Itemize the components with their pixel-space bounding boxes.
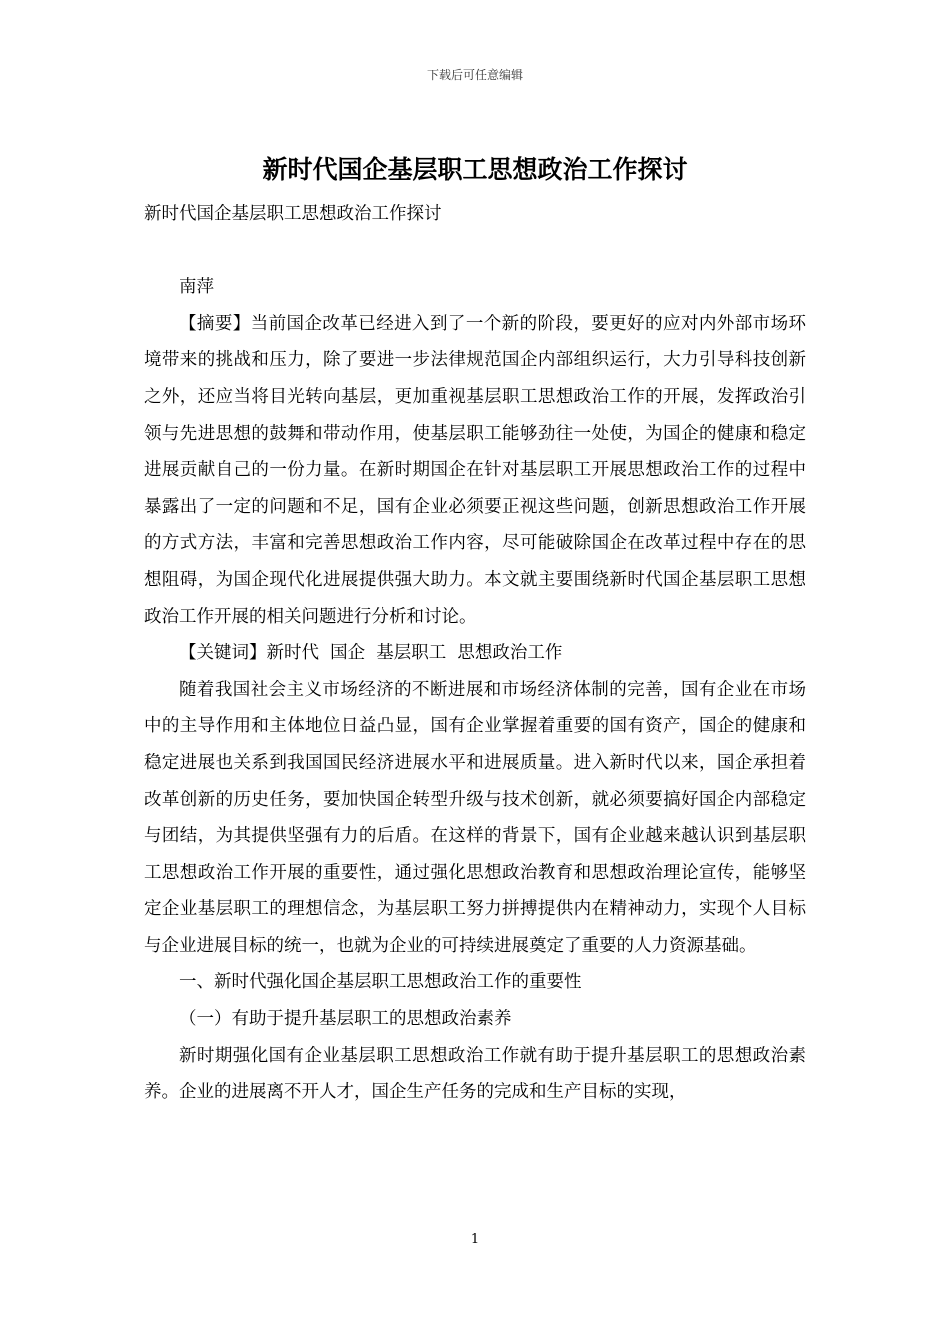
- page-number: 1: [470, 1232, 480, 1247]
- subtitle: 新时代国企基层职工思想政治工作探讨: [144, 204, 442, 224]
- header-note: 下载后可任意编辑: [426, 68, 523, 82]
- subsection-paragraph: 新时期强化国有企业基层职工思想政治工作就有助于提升基层职工的思想政治素养。企业的进展离不开人才，国企生产任务的完成和生产目标的实现，: [144, 1045, 806, 1103]
- blank-line: [144, 233, 806, 270]
- section-heading: 一、新时代强化国企基层职工思想政治工作的重要性: [179, 972, 582, 993]
- document-body: [144, 196, 806, 1111]
- document-title: 新时代国企基层职工思想政治工作探讨: [262, 155, 688, 184]
- intro-paragraph: 随着我国社会主义市场经济的不断进展和市场经济体制的完善，国有企业在市场中的主导作用和主体地位日益凸显，国有企业掌握着重要的国有资产，国企的健康和稳定进展也关系到我国国民经济进展水平和进展质量。进入新时代以来，国企承担着改革创新的历史任务，要加快国企转型升级与技术创新，就必须要搞好国企内部稳定与团结，为其提供坚强有力的后盾。在这样的背景下，国有企业越来越认识到基层职工思想政治工作开展的重要性，通过强化思想政治教育和思想政治理论宣传，能够坚定企业基层职工的理想信念，为基层职工努力拼搏提供内在精神动力，实现个人目标与企业进展目标的统一，也就为企业的可持续进展奠定了重要的人力资源基础。: [144, 679, 806, 956]
- subsection-heading: （一）有助于提升基层职工的思想政治素养: [179, 1009, 512, 1030]
- abstract-paragraph: 【摘要】当前国企改革已经进入到了一个新的阶段，要更好的应对内外部市场环境带来的挑战和压力，除了要进一步法律规范国企内部组织运行，大力引导科技创新之外，还应当将目光转向基层，更加重视基层职工思想政治工作的开展，发挥政治引领与先进思想的鼓舞和带动作用，使基层职工能够劲往一处使，为国企的健康和稳定进展贡献自己的一份力量。在新时期国企在针对基层职工开展思想政治工作的过程中暴露出了一定的问题和不足，国有企业必须要正视这些问题，创新思想政治工作开展的方式方法，丰富和完善思想政治工作内容，尽可能破除国企在改革过程中存在的思想阻碍，为国企现代化进展提供强大助力。本文就主要围绕新时代国企基层职工思想政治工作开展的相关问题进行分析和讨论。: [144, 313, 806, 627]
- keywords-line: 【关键词】新时代 国企 基层职工 思想政治工作: [179, 643, 563, 664]
- author: 南萍: [179, 277, 214, 298]
